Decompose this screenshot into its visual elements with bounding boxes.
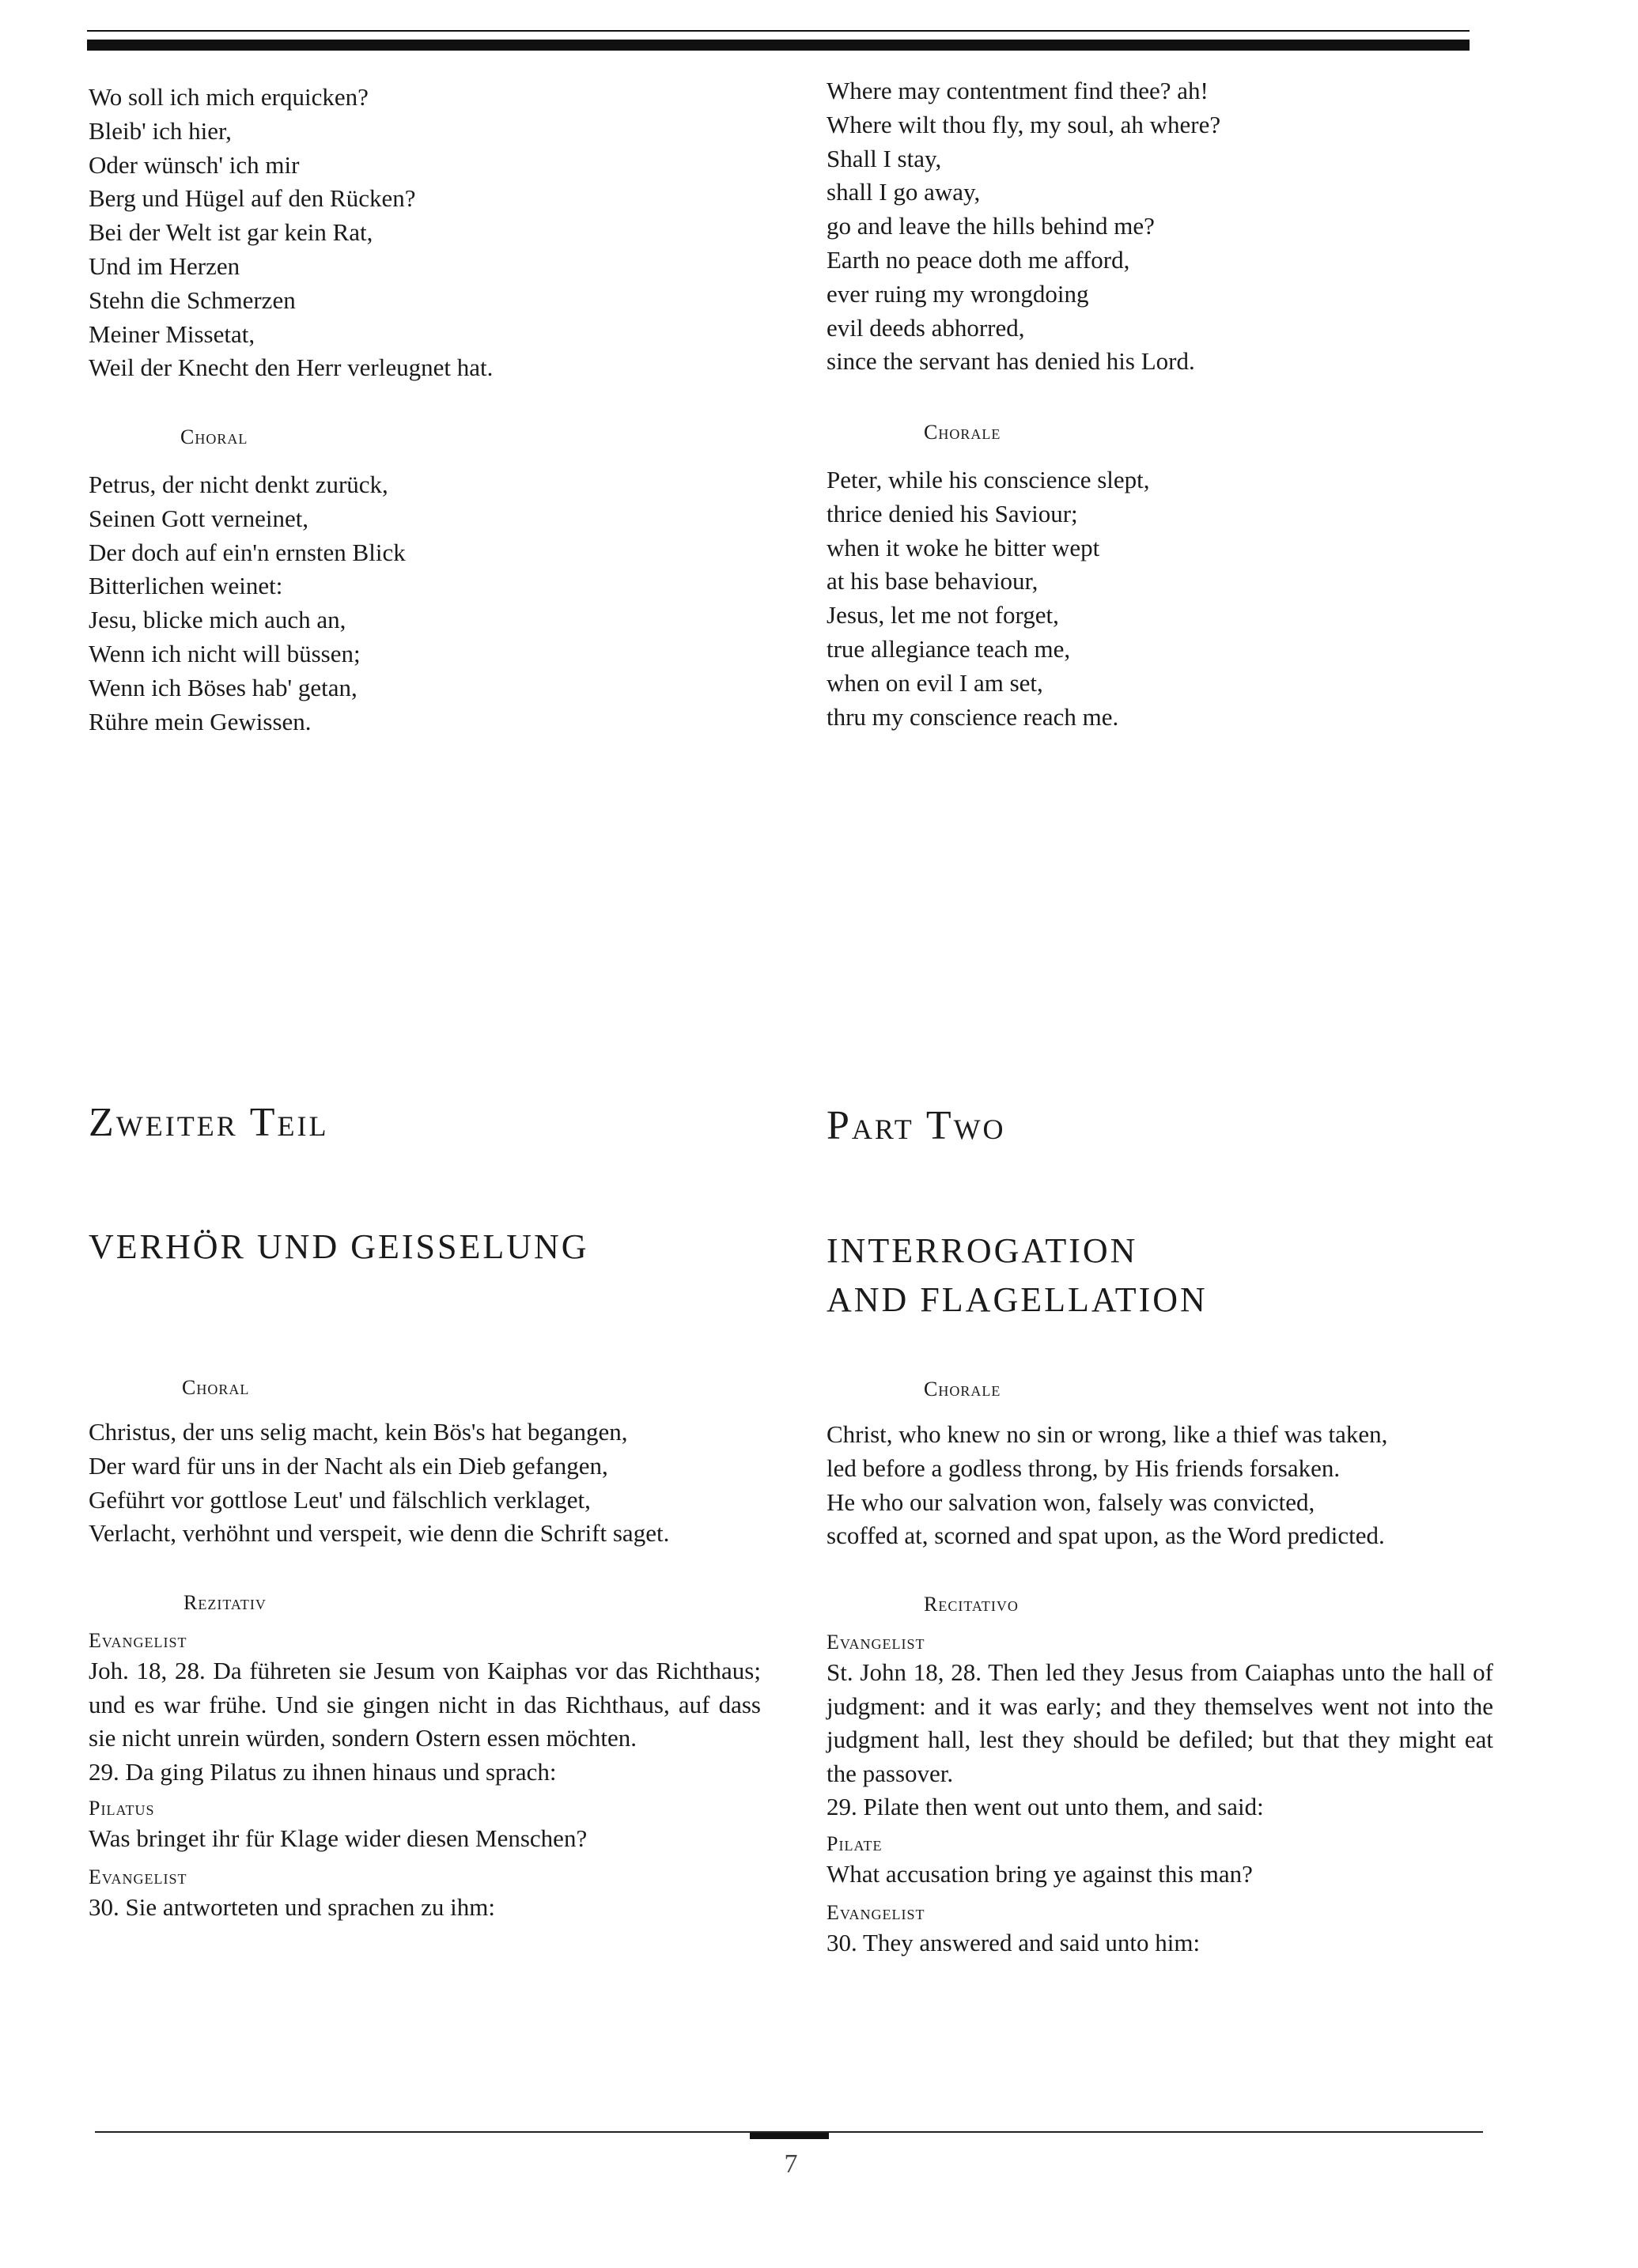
chorale-heading-english: Chorale xyxy=(924,421,1001,444)
recitative-paragraph: Joh. 18, 28. Da führeten sie Jesum von Kaiphas vor das Richthaus; und es war frühe. Und sie gingen nicht in das Richthaus, auf dass sie nicht unrein würden, sondern Ostern essen möchten. xyxy=(89,1657,761,1752)
page-number: 7 xyxy=(784,2149,798,2179)
choral-text-german: Petrus, der nicht denkt zurück, Seinen Gott verneinet, Der doch auf ein'n ernsten Blick Bitterlichen weinet: Jesu, blicke mich auch an, Wenn ich nicht will büssen; Wenn ich Böses hab' getan, Rühre mein Gewissen. xyxy=(89,471,406,735)
recitative-heading-english: Recitativo xyxy=(924,1593,1019,1616)
section-title-english: INTERROGATION AND FLAGELLATION xyxy=(827,1231,1208,1319)
chorale2-heading-english: Chorale xyxy=(924,1378,1001,1400)
role-pilate: Pilate xyxy=(827,1831,883,1855)
recitative-block-english xyxy=(827,1631,1493,1960)
recitative-paragraph: 29. Da ging Pilatus zu ihnen hinaus und sprach: xyxy=(89,1757,557,1786)
role-evangelist: Evangelist xyxy=(89,1865,187,1888)
recitative-paragraph: 30. Sie antworteten und sprachen zu ihm: xyxy=(89,1892,495,1921)
recitative-paragraph: St. John 18, 28. Then led they Jesus from Caiaphas unto the hall of judgment: and it was early; and they themselves went not into the judgment hall, lest they should be defiled; but that they might eat the passover. xyxy=(827,1658,1493,1787)
footer-mark xyxy=(750,2133,829,2139)
aria-text-english: Where may contentment find thee? ah! Where wilt thou fly, my soul, ah where? Shall I stay, shall I go away, go and leave the hills behind me? Earth no peace doth me afford, ever ruing my wrongdoing evil deeds abhorred, since the servant has denied his Lord. xyxy=(827,77,1221,376)
recitative-heading-german: Rezitativ xyxy=(183,1591,267,1614)
aria-text-german: Wo soll ich mich erquicken? Bleib' ich hier, Oder wünsch' ich mir Berg und Hügel auf den Rücken? Bei der Welt ist gar kein Rat, Und im Herzen Stehn die Schmerzen Meiner Missetat, Weil der Knecht den Herr verleugnet hat. xyxy=(89,83,494,382)
header-rule-thin xyxy=(87,30,1470,32)
header-rule-thick xyxy=(87,40,1470,51)
recitative-block-german xyxy=(89,1629,761,1925)
recitative-paragraph: What accusation bring ye against this man? xyxy=(827,1859,1253,1888)
chorale2-text-english: Christ, who knew no sin or wrong, like a thief was taken, led before a godless throng, by His friends forsaken. He who our salvation won, falsely was convicted, scoffed at, scorned and spat upon, as the Word predicted. xyxy=(827,1420,1388,1550)
chorale-text-english: Peter, while his conscience slept, thrice denied his Saviour; when it woke he bitter wept at his base behaviour, Jesus, let me not forget, true allegiance teach me, when on evil I am set, thru my conscience reach me. xyxy=(827,466,1150,731)
recitative-paragraph: Was bringet ihr für Klage wider diesen Menschen? xyxy=(89,1824,588,1853)
choral2-text-german: Christus, der uns selig macht, kein Bös's hat begangen, Der ward für uns in der Nacht als ein Dieb gefangen, Geführt vor gottlose Leut' und fälschlich verklaget, Verlacht, verhöhnt und verspeit, wie denn die Schrift saget. xyxy=(89,1418,670,1548)
choral-heading-german: Choral xyxy=(180,425,248,448)
role-evangelist: Evangelist xyxy=(827,1900,925,1924)
role-evangelist: Evangelist xyxy=(89,1629,187,1652)
part-title-german: Zweiter Teil xyxy=(89,1100,329,1145)
role-evangelist: Evangelist xyxy=(827,1631,925,1654)
recitative-paragraph: 29. Pilate then went out unto them, and said: xyxy=(827,1793,1264,1821)
part-title-english: Part Two xyxy=(827,1103,1006,1148)
choral2-heading-german: Choral xyxy=(182,1376,250,1399)
recitative-paragraph: 30. They answered and said unto him: xyxy=(827,1928,1201,1956)
role-pilatus: Pilatus xyxy=(89,1797,155,1820)
section-title-german: VERHÖR UND GEISSELUNG xyxy=(89,1227,589,1266)
